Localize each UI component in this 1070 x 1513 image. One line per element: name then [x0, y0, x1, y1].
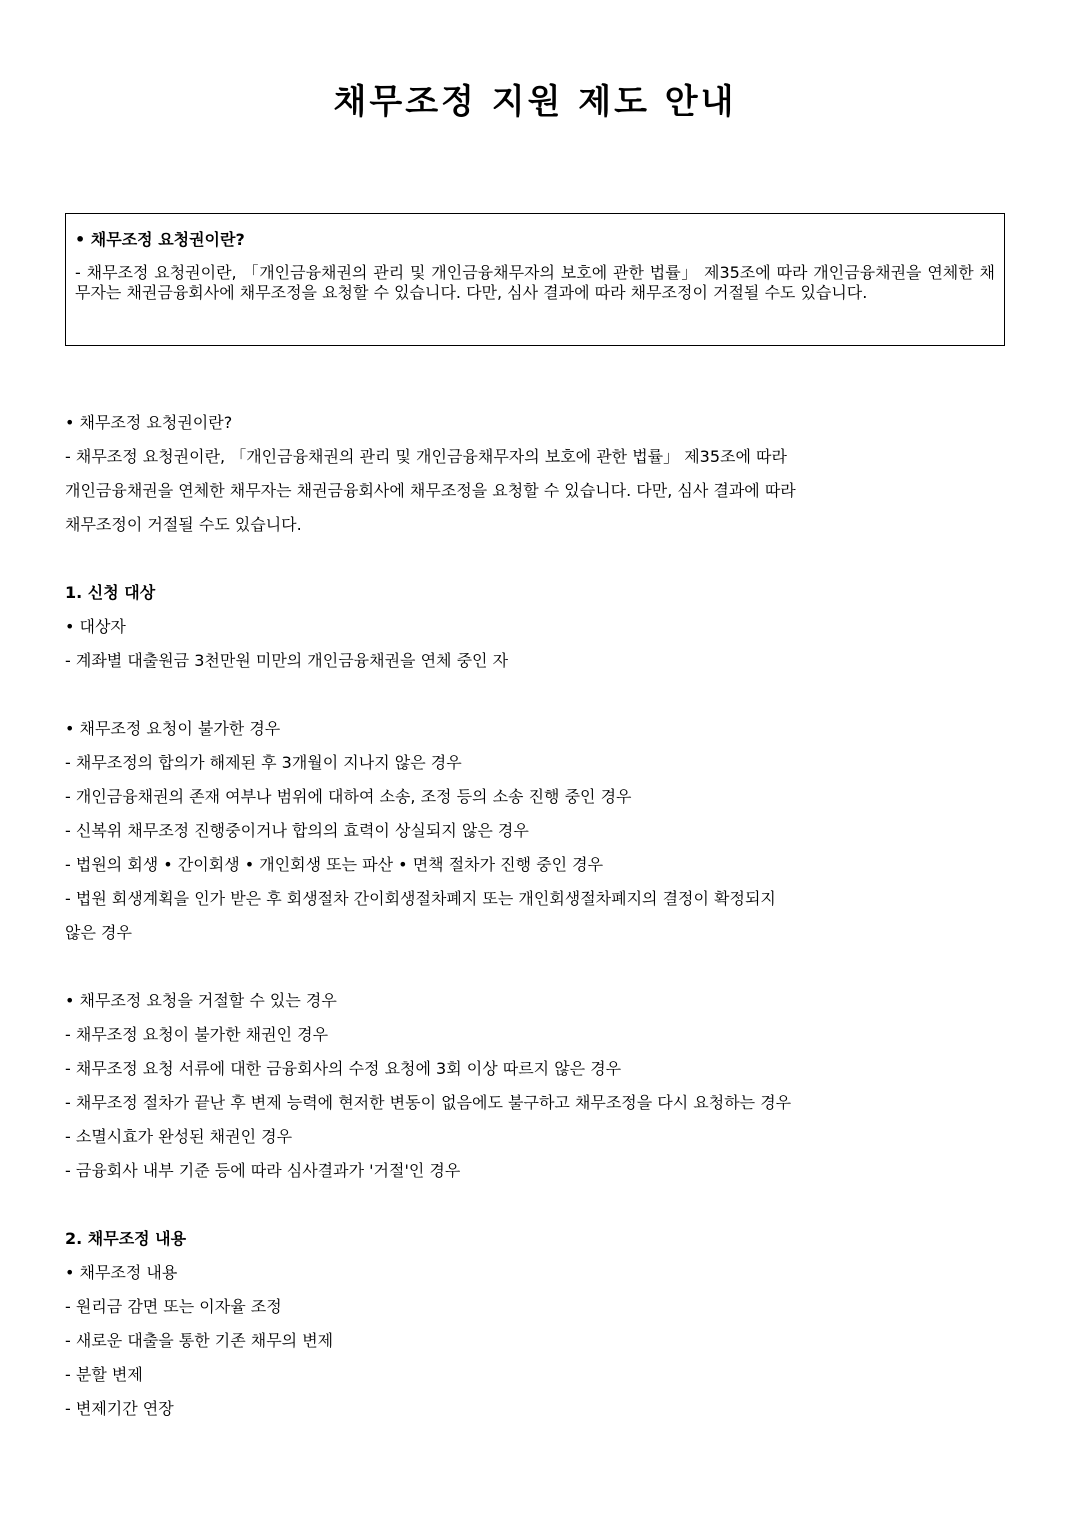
intro-line: 채무조정이 거절될 수도 있습니다. [65, 515, 302, 534]
list-item: - 소멸시효가 완성된 채권인 경우 [65, 1127, 293, 1146]
list-item: - 채무조정 요청이 불가한 채권인 경우 [65, 1025, 329, 1044]
list-item: - 분할 변제 [65, 1365, 143, 1384]
document-body [65, 406, 965, 1426]
list-item: - 법원의 회생 • 간이회생 • 개인회생 또는 파산 • 면책 절차가 진행 중인 경우 [65, 855, 604, 874]
target-heading: • 대상자 [65, 617, 126, 636]
summary-box [65, 213, 1005, 346]
list-item: - 계좌별 대출원금 3천만원 미만의 개인금융채권을 연체 중인 자 [65, 651, 509, 670]
summary-box-heading: • 채무조정 요청권이란? [75, 230, 245, 249]
list-item: 않은 경우 [65, 923, 132, 942]
list-item: - 금융회사 내부 기준 등에 따라 심사결과가 '거절'인 경우 [65, 1161, 461, 1180]
list-item: - 신복위 채무조정 진행중이거나 합의의 효력이 상실되지 않은 경우 [65, 821, 529, 840]
list-item: - 원리금 감면 또는 이자율 조정 [65, 1297, 282, 1316]
list-item: - 채무조정의 합의가 해제된 후 3개월이 지나지 않은 경우 [65, 753, 462, 772]
list-item: - 채무조정 절차가 끝난 후 변제 능력에 현저한 변동이 없음에도 불구하고 채무조정을 다시 요청하는 경우 [65, 1093, 792, 1112]
section-1-title: 1. 신청 대상 [65, 583, 156, 602]
list-item: - 변제기간 연장 [65, 1399, 174, 1418]
reject-heading: • 채무조정 요청을 거절할 수 있는 경우 [65, 991, 337, 1010]
summary-box-body: - 채무조정 요청권이란, 「개인금융채권의 관리 및 개인금융채무자의 보호에 관한 법률」 제35조에 따라 개인금융채권을 연체한 채무자는 채권금융회사에 채무조정을 요청할 수 있습니다. 다만, 심사 결과에 따라 채무조정이 거절될 수도 있습니다. [75, 263, 995, 302]
intro-heading: • 채무조정 요청권이란? [65, 413, 233, 432]
list-item: - 채무조정 요청 서류에 대한 금융회사의 수정 요청에 3회 이상 따르지 않은 경우 [65, 1059, 622, 1078]
list-item: - 새로운 대출을 통한 기존 채무의 변제 [65, 1331, 334, 1350]
list-item: - 개인금융채권의 존재 여부나 범위에 대하여 소송, 조정 등의 소송 진행 중인 경우 [65, 787, 632, 806]
list-item: - 법원 회생계획을 인가 받은 후 회생절차 간이회생절차폐지 또는 개인회생절차폐지의 결정이 확정되지 [65, 889, 776, 908]
section-2-title: 2. 채무조정 내용 [65, 1229, 187, 1248]
impossible-heading: • 채무조정 요청이 불가한 경우 [65, 719, 281, 738]
adjustment-heading: • 채무조정 내용 [65, 1263, 178, 1282]
page-title: 채무조정 지원 제도 안내 [333, 82, 737, 122]
intro-line: - 채무조정 요청권이란, 「개인금융채권의 관리 및 개인금융채무자의 보호에 관한 법률」 제35조에 따라 [65, 447, 787, 466]
intro-line: 개인금융채권을 연체한 채무자는 채권금융회사에 채무조정을 요청할 수 있습니다. 다만, 심사 결과에 따라 [65, 481, 796, 500]
